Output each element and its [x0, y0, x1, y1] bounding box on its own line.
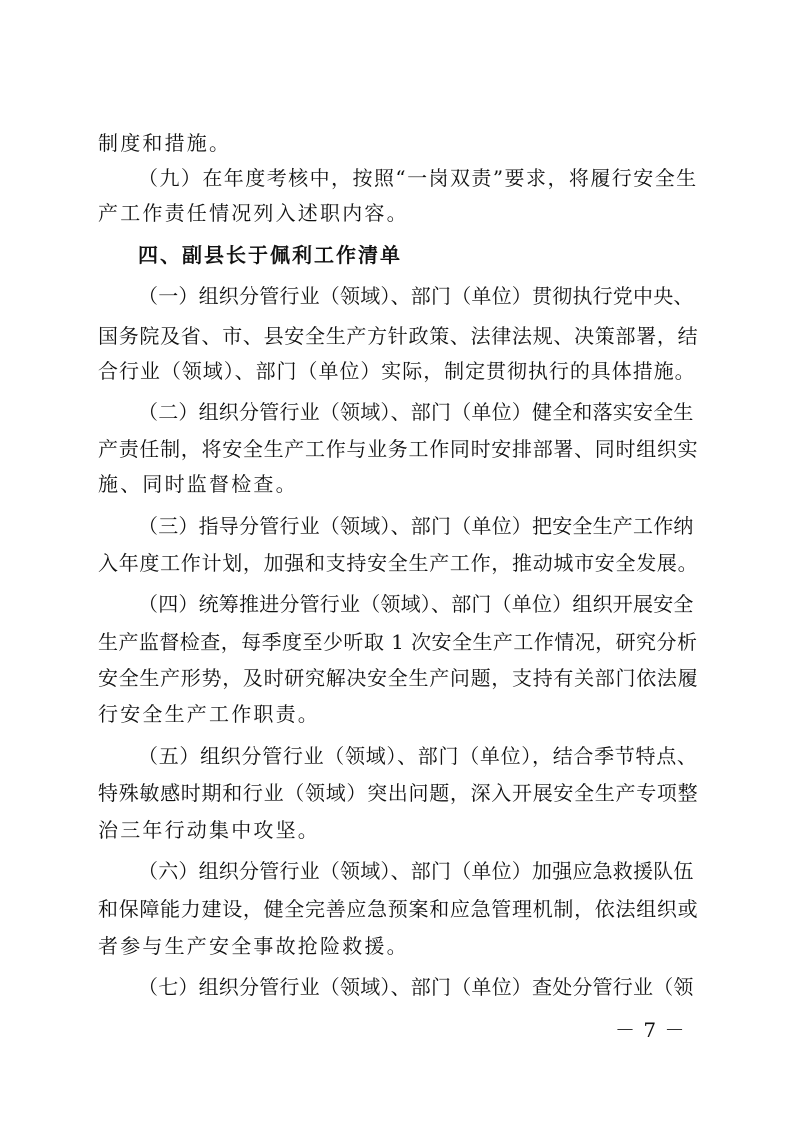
body-line: （四）统筹推进分管行业（领域）、部门（单位）组织开展安全 [138, 592, 694, 616]
body-line: 特殊敏感时期和行业（领域）突出问题，深入开展安全生产专项整 [98, 781, 699, 805]
body-line: （七）组织分管行业（领域）、部门（单位）查处分管行业（领 [138, 975, 694, 999]
body-line: 制度和措施。 [98, 131, 232, 155]
body-line: 安全生产形势，及时研究解决安全生产问题，支持有关部门依法履 [98, 666, 699, 690]
body-line: 治三年行动集中攻坚。 [98, 818, 320, 842]
body-line: 产责任制，将安全生产工作与业务工作同时安排部署、同时组织实 [98, 437, 699, 461]
body-line: （五）组织分管行业（领域）、部门（单位），结合季节特点、 [138, 744, 698, 768]
body-line: 和保障能力建设，健全完善应急预案和应急管理机制，依法组织或 [98, 897, 699, 921]
body-line: （一）组织分管行业（领域）、部门（单位）贯彻执行党中央、 [138, 284, 694, 308]
body-line: 施、同时监督检查。 [98, 472, 298, 496]
body-line: 生产监督检查，每季度至少听取 1 次安全生产工作情况，研究分析 [98, 630, 698, 654]
page-number: － 7 － [615, 1018, 686, 1042]
body-line: （九）在年度考核中，按照“一岗双责”要求，将履行安全生 [138, 166, 698, 190]
body-line: 入年度工作计划，加强和支持安全生产工作，推动城市安全发展。 [98, 551, 699, 575]
body-line: （二）组织分管行业（领域）、部门（单位）健全和落实安全生 [138, 400, 694, 424]
section-heading: 四、副县长于佩利工作清单 [138, 243, 402, 267]
body-line: （六）组织分管行业（领域）、部门（单位）加强应急救援队伍 [138, 859, 694, 883]
body-line: 产工作责任情况列入述职内容。 [98, 201, 409, 225]
body-line: 国务院及省、市、县安全生产方针政策、法律法规、决策部署，结 [98, 324, 699, 348]
body-line: 行安全生产工作职责。 [98, 702, 320, 726]
body-line: 者参与生产安全事故抢险救援。 [98, 934, 409, 958]
body-line: 合行业（领域）、部门（单位）实际，制定贯彻执行的具体措施。 [98, 359, 696, 383]
body-line: （三）指导分管行业（领域）、部门（单位）把安全生产工作纳 [138, 514, 694, 538]
